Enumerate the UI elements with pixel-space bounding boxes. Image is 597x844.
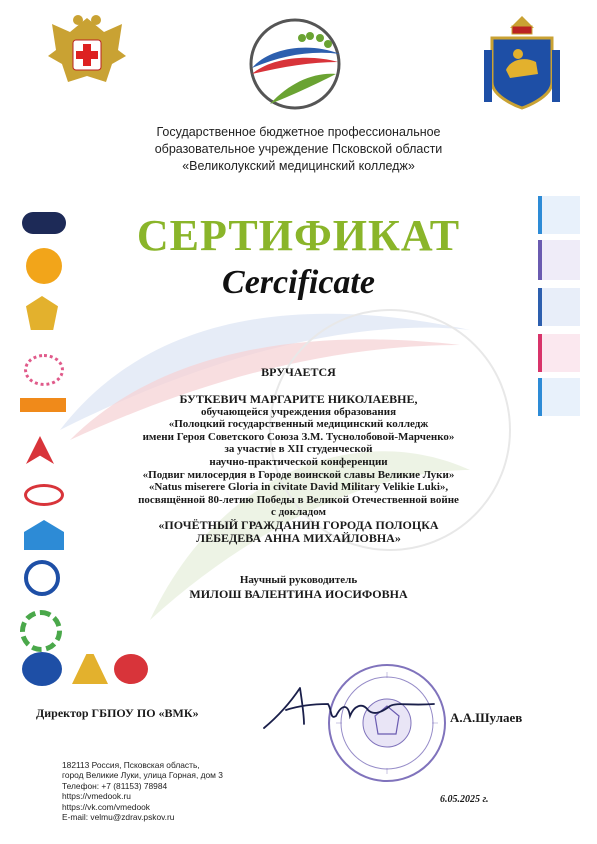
supervisor-name: МИЛОШ ВАЛЕНТИНА ИОСИФОВНА (189, 587, 408, 601)
certificate-title: СЕРТИФИКАТ (136, 211, 461, 260)
organization-header (60, 124, 537, 175)
issue-date: 6.05.2025 г. (440, 794, 489, 805)
pskov-region-emblem-icon (480, 10, 565, 115)
address-line-1: 182113 Россия, Псковская область, (62, 760, 200, 770)
body-line: «Полоцкий государственный медицинский колледж (168, 418, 429, 431)
website-link[interactable]: https://vmedook.ru (62, 791, 131, 802)
project-logo (538, 378, 580, 416)
awarded-label: ВРУЧАЕТСЯ (261, 365, 336, 379)
recipient-name: БУТКЕВИЧ МАРГАРИТЕ НИКОЛАЕВНЕ, (179, 392, 418, 406)
org-line-1: Государственное бюджетное профессиональное (156, 125, 441, 139)
report-title: ЛЕБЕДЕВА АННА МИХАЙЛОВНА» (196, 530, 401, 545)
partner-logo (20, 610, 62, 652)
certificate-subtitle: Cercificate (222, 264, 375, 301)
college-logo-icon (240, 12, 350, 112)
project-logo (538, 196, 580, 234)
org-line-2: образовательное учреждение Псковской области (154, 142, 443, 156)
address-line-2: город Великие Луки, улица Горная, дом 3 (62, 770, 223, 781)
supervisor-label: Научный руководитель (239, 574, 358, 586)
body-line: научно-практической конференции (209, 455, 388, 468)
certificate-body (92, 393, 505, 544)
partner-logo (22, 212, 66, 234)
director-name: А.А.Шулаев (450, 710, 523, 725)
body-line: с докладом (270, 506, 327, 519)
body-line: «Natus miserere Gloria in civitate David Military Velikie Luki», (148, 481, 449, 494)
coat-of-arms-icon (40, 10, 135, 95)
org-line-3: «Великолукский медицинский колледж» (182, 159, 415, 173)
partner-logo (114, 654, 148, 684)
partner-logo (24, 354, 64, 386)
body-line: «Подвиг милосердия в Городе воинской славы Великие Луки» (142, 468, 455, 481)
project-logo (538, 334, 580, 372)
email-link[interactable]: E-mail: velmu@zdrav.pskov.ru (62, 812, 175, 823)
partner-logo (20, 398, 66, 412)
partner-logo (24, 560, 60, 596)
vk-link[interactable]: https://vk.com/vmedook (62, 801, 150, 812)
project-logo (538, 288, 580, 326)
director-label: Директор ГБПОУ ПО «ВМК» (36, 706, 199, 720)
signature-icon (258, 676, 438, 736)
body-line: обучающейся учреждения образования (200, 405, 397, 418)
body-line: имени Героя Советского Союза З.М. Туснолобовой-Марченко» (142, 430, 455, 443)
partner-logo (24, 484, 64, 506)
contact-footer (62, 760, 223, 822)
partner-logo (26, 248, 62, 284)
project-logo (538, 240, 580, 280)
report-title: «ПОЧЁТНЫЙ ГРАЖДАНИН ГОРОДА ПОЛОЦКА (158, 517, 439, 532)
phone: Телефон: +7 (81153) 78984 (62, 780, 168, 791)
partner-logo (22, 652, 62, 686)
body-line: за участие в XII студенческой (224, 443, 373, 456)
body-line: посвящённой 80-летию Победы в Великой Отечественной войне (138, 493, 459, 506)
